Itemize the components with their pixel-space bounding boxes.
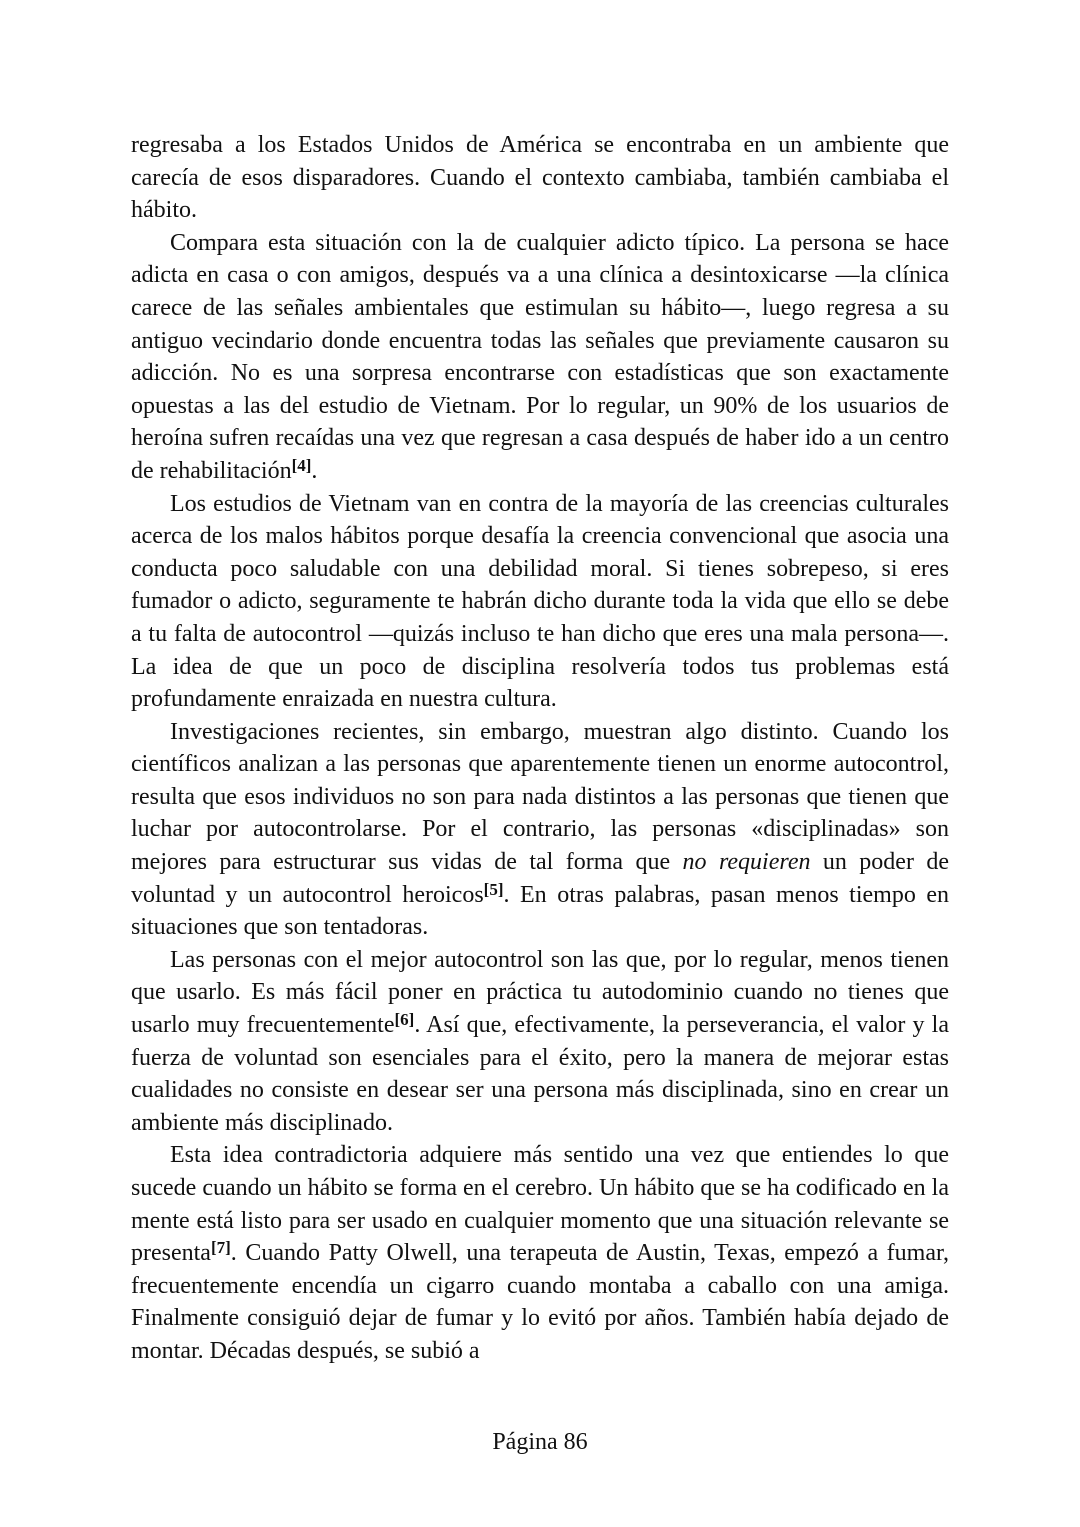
body-text bbox=[131, 129, 949, 1368]
footnote-ref-4[interactable]: [4] bbox=[291, 455, 312, 475]
paragraph-2 bbox=[131, 227, 949, 488]
paragraph-6-text-end: . Cuando Patty Olwell, una terapeuta de Austin, Texas, empezó a fumar, frecuentemente encendía un cigarro cuando montaba a caballo con una amiga. Finalmente consiguió dejar de fumar y lo evitó por años. También había dejado de montar. Décadas después, se subió a bbox=[131, 1240, 949, 1364]
paragraph-4 bbox=[131, 716, 949, 944]
paragraph-1-text: regresaba a los Estados Unidos de América se encontraba en un ambiente que carecía de esos disparadores. Cuando el contexto cambiaba, también cambiaba el hábito. bbox=[131, 132, 949, 224]
paragraph-5-text-end: . Así que, efectivamente, la perseverancia, el valor y la fuerza de voluntad son esenciales para el éxito, pero la manera de mejorar estas cualidades no consiste en desear ser una persona más disciplinada, sino en crear un ambiente más disciplinado. bbox=[131, 1012, 949, 1136]
paragraph-4-text: Investigaciones recientes, sin embargo, muestran algo distinto. Cuando los científicos analizan a las personas que aparentemente tienen un enorme autocontrol, resulta que esos individuos no son para nada distintos a las personas que tienen que luchar por autocontrolarse. Por el contrario, las personas «disciplinadas» son mejores para estructurar sus vidas de tal forma que bbox=[131, 718, 949, 876]
paragraph-3 bbox=[131, 488, 949, 716]
footnote-ref-7[interactable]: [7] bbox=[210, 1238, 231, 1258]
paragraph-5-text: Las personas con el mejor autocontrol son las que, por lo regular, menos tienen que usarlo. Es más fácil poner en práctica tu autodominio cuando no tienes que usarlo muy frecuentemente bbox=[131, 946, 949, 1039]
paragraph-4-text-end: . En otras palabras, pasan menos tiempo en situaciones que son tentadoras. bbox=[131, 881, 950, 941]
emphasis-text: no requieren bbox=[682, 849, 811, 876]
footnote-ref-6[interactable]: [6] bbox=[394, 1010, 415, 1030]
paragraph-2-text-end: . bbox=[311, 457, 318, 484]
page-number: Página 86 bbox=[492, 1429, 588, 1455]
paragraph-5 bbox=[131, 944, 949, 1140]
paragraph-4-text-mid: un poder de voluntad y un autocontrol heroicos bbox=[131, 849, 949, 908]
paragraph-6-text: Esta idea contradictoria adquiere más sentido una vez que entiendes lo que sucede cuando un hábito se forma en el cerebro. Un hábito que se ha codificado en la mente está listo para ser usado en cualquier momento que una situación relevante se presenta bbox=[131, 1142, 949, 1267]
paragraph-3-text: Los estudios de Vietnam van en contra de la mayoría de las creencias culturales acerca de los malos hábitos porque desafía la creencia convencional que asocia una conducta poco saludable con una debilidad moral. Si tienes sobrepeso, si eres fumador o adicto, seguramente te habrán dicho durante toda la vida que ello se debe a tu falta de autocontrol —quizás incluso te han dicho que eres una mala persona—. La idea de que un poco de disciplina resolvería todos tus problemas está profundamente enraizada en nuestra cultura. bbox=[131, 490, 949, 713]
paragraph-1 bbox=[131, 129, 949, 227]
paragraph-2-text: Compara esta situación con la de cualquier adicto típico. La persona se hace adicta en casa o con amigos, después va a una clínica a desintoxicarse —la clínica carece de las señales ambientales que estimulan su hábito—, luego regresa a su antiguo vecindario donde encuentra todas las señales que previamente causaron su adicción. No es una sorpresa encontrarse con estadísticas que son exactamente opuestas a las del estudio de Vietnam. Por lo regular, un 90% de los usuarios de heroína sufren recaídas una vez que regresan a casa después de haber ido a un centro de rehabilitación bbox=[131, 229, 949, 484]
paragraph-6 bbox=[131, 1139, 949, 1367]
footnote-ref-5[interactable]: [5] bbox=[483, 879, 504, 899]
